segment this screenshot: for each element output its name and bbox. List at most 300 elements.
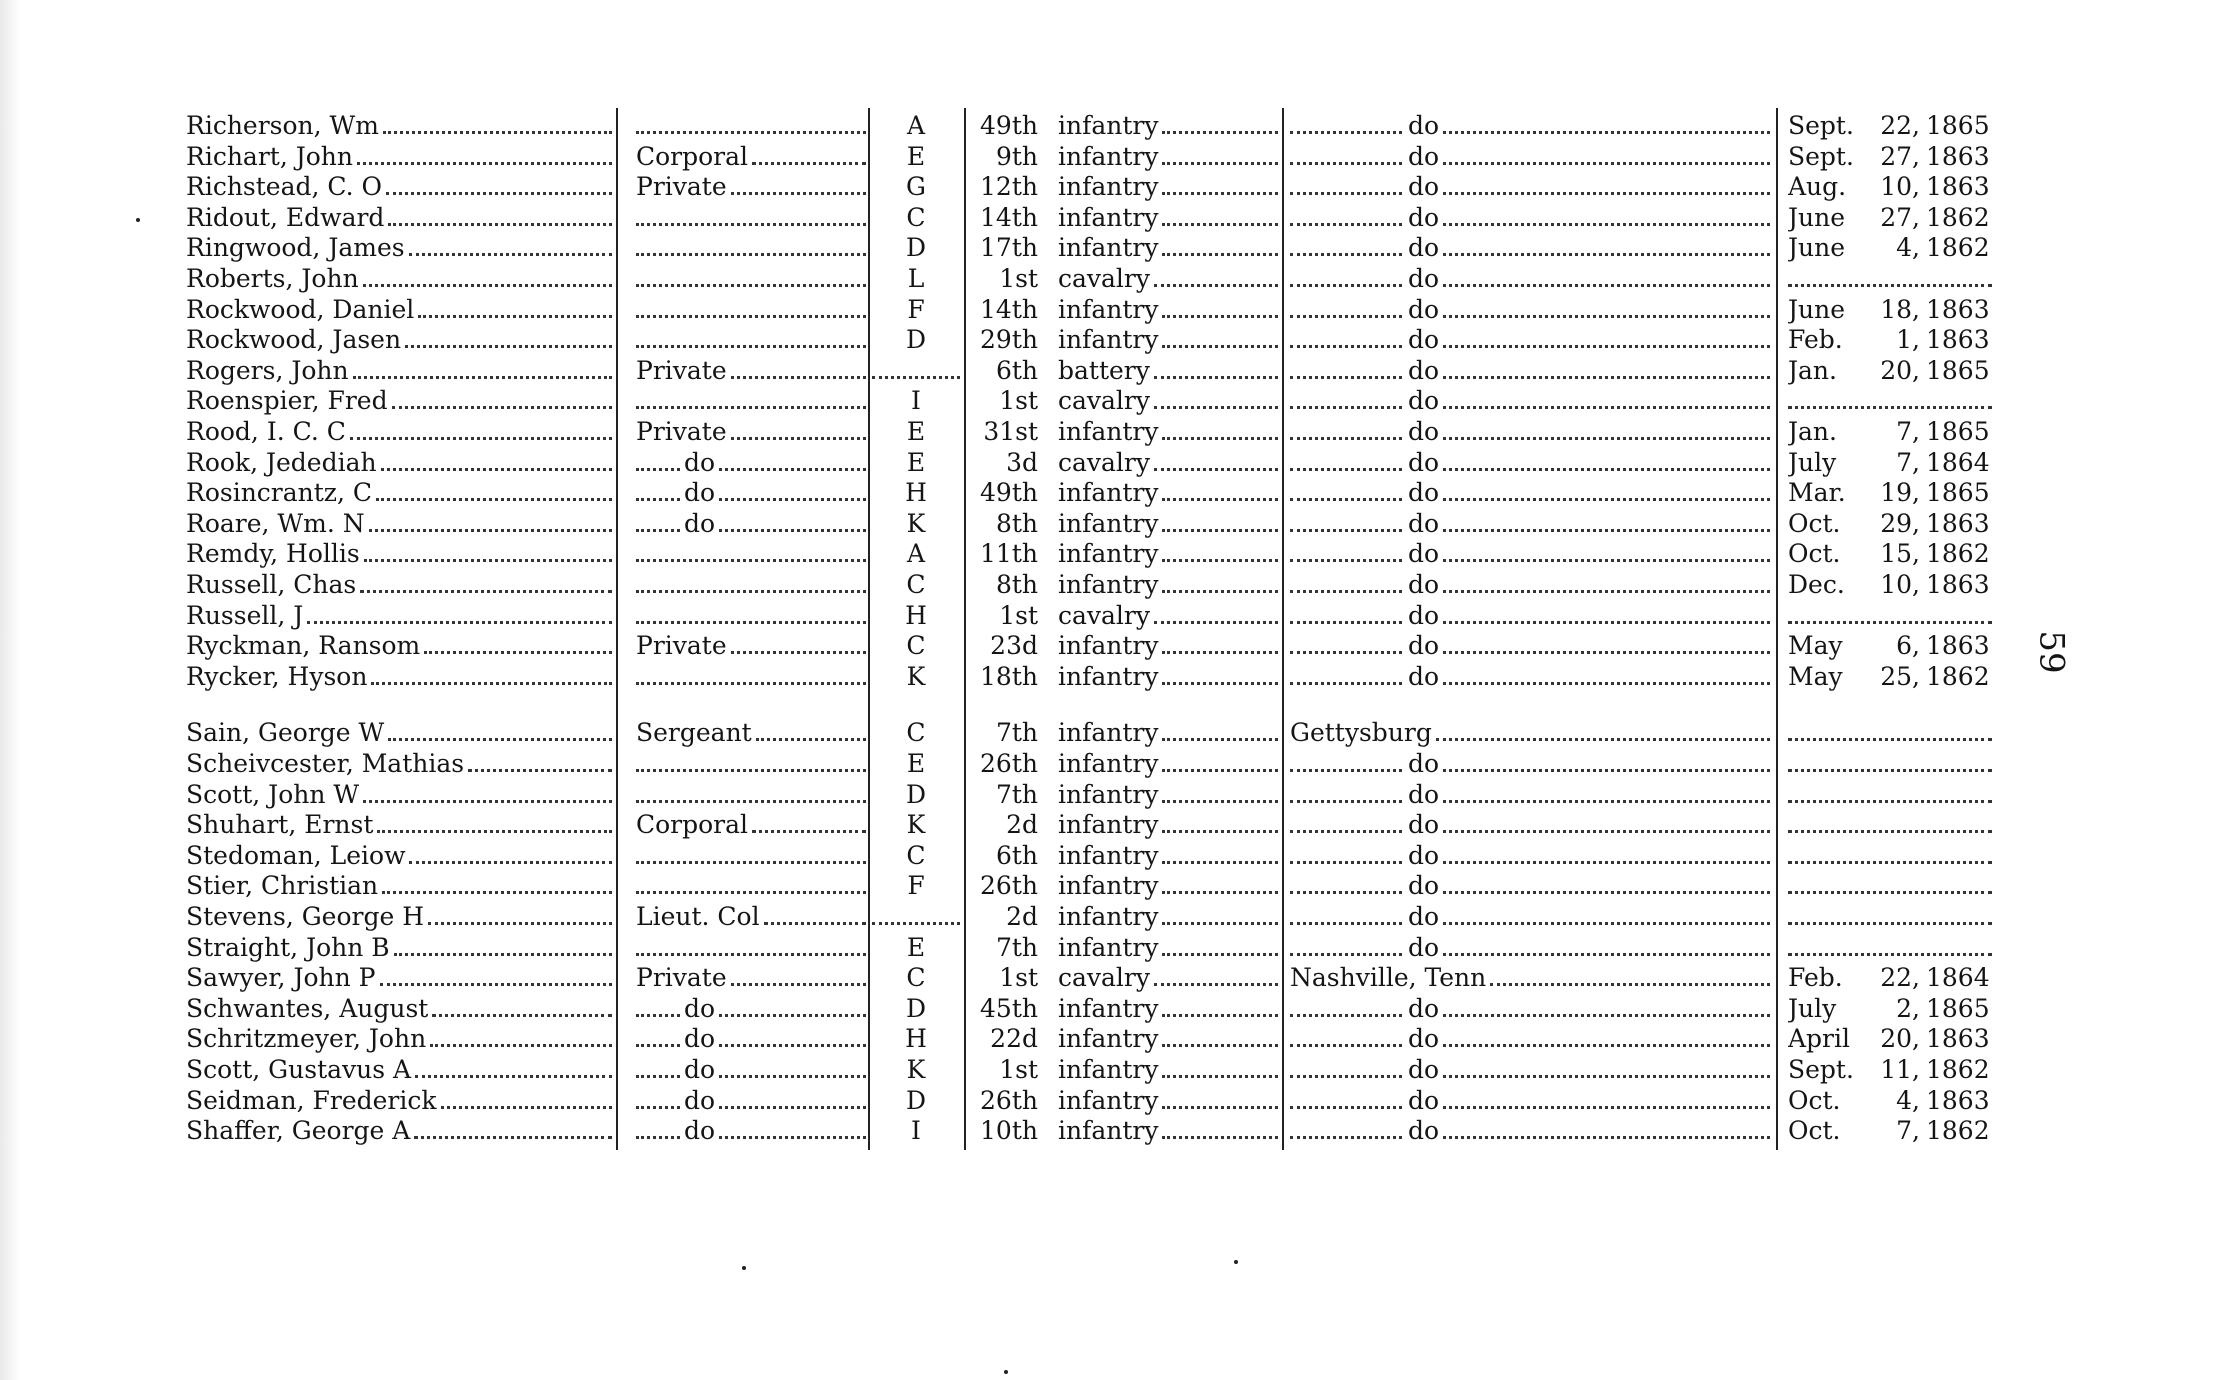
regiment-number: 12th [980, 172, 1038, 201]
date-day: 20, [1880, 1024, 1920, 1053]
place-of-burial [1290, 202, 1770, 233]
dot-leader [364, 559, 612, 562]
place-of-burial [1290, 385, 1770, 416]
soldier-name-text: Scott, Gustavus A [186, 1055, 412, 1084]
dot-leader [1290, 953, 1402, 956]
date-year: 1864 [1926, 448, 1990, 477]
place-of-burial [1290, 141, 1770, 172]
dot-leader [383, 131, 612, 134]
place-of-burial [1290, 1085, 1770, 1116]
place-of-burial-text: Nashville, Tenn [1290, 963, 1487, 992]
date-of-death [1788, 993, 1998, 1024]
date-month: June [1788, 203, 1846, 232]
place-of-burial-text: do [1408, 295, 1440, 324]
regiment-branch [1058, 870, 1278, 901]
table-row [0, 508, 2222, 539]
place-of-burial [1290, 355, 1770, 386]
soldier-name-text: Russell, J [186, 601, 304, 630]
rank-text: do [684, 1055, 716, 1084]
dot-leader [1290, 131, 1402, 134]
dot-leader [405, 345, 612, 348]
company-letter: C [906, 570, 926, 599]
dot-leader [1490, 983, 1770, 986]
soldier-name [186, 901, 612, 932]
dot-leader [353, 376, 612, 379]
rank-blank [636, 263, 866, 294]
date-day: 11, [1880, 1055, 1920, 1084]
date-year: 1865 [1926, 417, 1990, 446]
date-year: 1865 [1926, 356, 1990, 385]
soldier-name [186, 809, 612, 840]
date-day: 27, [1880, 142, 1920, 171]
regiment-branch [1058, 202, 1278, 233]
regiment-number: 7th [995, 718, 1038, 747]
dot-leader [409, 861, 612, 864]
date-of-death [1788, 962, 1998, 993]
dot-leader [1443, 922, 1770, 925]
regiment-branch [1058, 1023, 1278, 1054]
rank [636, 717, 866, 748]
date-year: 1862 [1926, 1116, 1990, 1145]
rank-text: do [684, 1086, 716, 1115]
regiment-number: 17th [980, 233, 1038, 262]
table-row [0, 569, 2222, 600]
date-of-death [1788, 1085, 1998, 1116]
dot-leader [357, 162, 612, 165]
dot-leader [1290, 830, 1402, 833]
regiment-branch-text: infantry [1058, 780, 1159, 809]
date-month: Jan. [1788, 356, 1837, 385]
soldier-name [186, 840, 612, 871]
regiment-branch-text: infantry [1058, 478, 1159, 507]
page-number: 59 [2031, 630, 2072, 674]
regiment-branch [1058, 447, 1278, 478]
dot-leader [1443, 953, 1770, 956]
dot-leader [1443, 529, 1770, 532]
date-month: Aug. [1788, 172, 1847, 201]
date-day: 18, [1880, 295, 1920, 324]
date-day: 2, [1896, 994, 1920, 1023]
dot-leader [1443, 1014, 1770, 1017]
regiment-branch-text: infantry [1058, 570, 1159, 599]
dot-leader [415, 1075, 612, 1078]
company-blank [872, 901, 960, 932]
date-month: Oct. [1788, 509, 1841, 538]
date-month: Jan. [1788, 417, 1837, 446]
dot-leader [752, 830, 866, 833]
rank [636, 993, 866, 1024]
company-letter: A [906, 539, 926, 568]
place-of-burial-text: do [1408, 994, 1440, 1023]
company-letter: F [907, 871, 925, 900]
date-blank [1788, 870, 1992, 901]
table-row [0, 141, 2222, 172]
dot-leader [636, 498, 680, 501]
dot-leader [752, 162, 866, 165]
rank-blank [636, 385, 866, 416]
table-row [0, 1023, 2222, 1054]
table-row [0, 962, 2222, 993]
dot-leader [392, 406, 612, 409]
regiment-branch [1058, 538, 1278, 569]
regiment-branch [1058, 294, 1278, 325]
dot-leader [382, 891, 612, 894]
place-of-burial [1290, 840, 1770, 871]
dot-leader [636, 1075, 680, 1078]
place-of-burial-text: do [1408, 902, 1440, 931]
date-of-death [1788, 477, 1998, 508]
rank-text: do [684, 478, 716, 507]
place-of-burial-text: do [1408, 601, 1440, 630]
regiment-branch [1058, 661, 1278, 692]
soldier-name [186, 447, 612, 478]
company-letter: I [911, 386, 921, 415]
date-day: 4, [1896, 233, 1920, 262]
regiment-branch-text: infantry [1058, 509, 1159, 538]
dot-leader [1443, 406, 1770, 409]
soldier-name-text: Roberts, John [186, 264, 359, 293]
place-of-burial-text: do [1408, 325, 1440, 354]
place-of-burial [1290, 538, 1770, 569]
table-row [0, 447, 2222, 478]
rank-text: Private [636, 631, 727, 660]
dot-leader [1443, 284, 1770, 287]
table-row [0, 932, 2222, 963]
place-of-burial [1290, 569, 1770, 600]
place-of-burial [1290, 477, 1770, 508]
date-of-death [1788, 171, 1998, 202]
company-letter: E [906, 749, 926, 778]
date-of-death [1788, 232, 1998, 263]
date-day: 7, [1896, 417, 1920, 446]
company-letter: H [905, 478, 927, 507]
date-month: Sept. [1788, 142, 1854, 171]
soldier-name-text: Seidman, Frederick [186, 1086, 437, 1115]
dot-leader [1443, 1075, 1770, 1078]
rank [636, 447, 866, 478]
date-year: 1865 [1926, 478, 1990, 507]
dot-leader [1290, 1106, 1402, 1109]
dot-leader [1290, 651, 1402, 654]
regiment-number: 7th [995, 933, 1038, 962]
rank [636, 1115, 866, 1146]
place-of-burial-text: Gettysburg [1290, 718, 1432, 747]
rank-blank [636, 600, 866, 631]
rank [636, 809, 866, 840]
soldier-name-text: Rycker, Hyson [186, 662, 368, 691]
rank-blank [636, 232, 866, 263]
table-row [0, 416, 2222, 447]
soldier-name-text: Stevens, George H [186, 902, 425, 931]
date-of-death [1788, 324, 1998, 355]
dot-leader [1443, 621, 1770, 624]
dot-leader [1290, 1014, 1402, 1017]
company-letter: E [906, 933, 926, 962]
dot-leader [1290, 162, 1402, 165]
dot-leader [1162, 1136, 1278, 1139]
rank-text: Private [636, 963, 727, 992]
regiment-branch [1058, 477, 1278, 508]
date-day: 19, [1880, 478, 1920, 507]
regiment-number: 45th [980, 994, 1038, 1023]
soldier-name-text: Remdy, Hollis [186, 539, 360, 568]
dot-leader [1162, 315, 1278, 318]
regiment-branch-text: cavalry [1058, 601, 1151, 630]
dot-leader [1290, 345, 1402, 348]
dot-leader [719, 468, 866, 471]
regiment-branch [1058, 840, 1278, 871]
dot-leader [1162, 498, 1278, 501]
date-blank [1788, 779, 1992, 810]
date-blank [1788, 809, 1992, 840]
regiment-number: 22d [990, 1024, 1038, 1053]
company-letter: D [905, 780, 927, 809]
dot-leader [1290, 621, 1402, 624]
dot-leader [731, 983, 866, 986]
regiment-branch-text: infantry [1058, 295, 1159, 324]
company-letter: D [905, 1086, 927, 1115]
dot-leader [1290, 468, 1402, 471]
company-letter: E [906, 417, 926, 446]
date-of-death [1788, 141, 1998, 172]
table-row [0, 901, 2222, 932]
regiment-branch-text: infantry [1058, 841, 1159, 870]
place-of-burial [1290, 508, 1770, 539]
dot-leader [1290, 682, 1402, 685]
regiment-branch-text: battery [1058, 356, 1150, 385]
place-of-burial-text: do [1408, 509, 1440, 538]
place-of-burial-text: do [1408, 1116, 1440, 1145]
table-row [0, 1054, 2222, 1085]
regiment-branch [1058, 324, 1278, 355]
place-of-burial [1290, 993, 1770, 1024]
company-letter: D [905, 233, 927, 262]
place-of-burial-text: do [1408, 841, 1440, 870]
place-of-burial [1290, 416, 1770, 447]
place-of-burial-text: do [1408, 749, 1440, 778]
date-blank [1788, 717, 1992, 748]
dot-leader [1162, 1106, 1278, 1109]
company-letter: C [906, 718, 926, 747]
place-of-burial-text: do [1408, 1024, 1440, 1053]
soldier-name-text: Rogers, John [186, 356, 349, 385]
dot-leader [1443, 1106, 1770, 1109]
date-month: May [1788, 662, 1843, 691]
date-day: 7, [1896, 1116, 1920, 1145]
dot-leader [1162, 559, 1278, 562]
regiment-branch [1058, 779, 1278, 810]
date-month: July [1788, 994, 1837, 1023]
dot-leader [1443, 559, 1770, 562]
place-of-burial-text: do [1408, 539, 1440, 568]
rank [636, 962, 866, 993]
place-of-burial-text: do [1408, 203, 1440, 232]
place-of-burial-text: do [1408, 662, 1440, 691]
regiment-branch [1058, 110, 1278, 141]
dot-leader [1290, 253, 1402, 256]
date-year: 1863 [1926, 295, 1990, 324]
place-of-burial-text: do [1408, 356, 1440, 385]
rank-blank [636, 324, 866, 355]
regiment-branch [1058, 1085, 1278, 1116]
place-of-burial [1290, 232, 1770, 263]
dot-leader [307, 621, 612, 624]
dot-leader [1443, 315, 1770, 318]
regiment-branch [1058, 508, 1278, 539]
date-month: Feb. [1788, 325, 1843, 354]
dot-leader [1290, 1044, 1402, 1047]
soldier-name-text: Shaffer, George A [186, 1116, 411, 1145]
rank-text: do [684, 448, 716, 477]
soldier-name [186, 324, 612, 355]
dot-leader [1443, 376, 1770, 379]
regiment-branch-text: infantry [1058, 662, 1159, 691]
dot-leader [1443, 162, 1770, 165]
regiment-branch-text: cavalry [1058, 264, 1151, 293]
rank [636, 901, 866, 932]
place-of-burial-text: do [1408, 871, 1440, 900]
dot-leader [430, 1044, 612, 1047]
rank [636, 171, 866, 202]
dot-leader [1443, 345, 1770, 348]
soldier-name-text: Rook, Jedediah [186, 448, 377, 477]
soldier-name-text: Rosincrantz, C [186, 478, 372, 507]
table-row [0, 1085, 2222, 1116]
rank-text: do [684, 1024, 716, 1053]
rank [636, 477, 866, 508]
regiment-branch-text: infantry [1058, 1055, 1159, 1084]
date-day: 22, [1880, 963, 1920, 992]
regiment-number: 8th [995, 570, 1038, 599]
date-year: 1862 [1926, 539, 1990, 568]
soldier-name-text: Richerson, Wm [186, 111, 379, 140]
table-row [0, 717, 2222, 748]
dot-leader [1290, 437, 1402, 440]
dot-leader [719, 1044, 866, 1047]
date-month: Sept. [1788, 111, 1854, 140]
regiment-branch [1058, 232, 1278, 263]
dot-leader [1443, 769, 1770, 772]
soldier-name-text: Straight, John B [186, 933, 390, 962]
place-of-burial [1290, 1115, 1770, 1146]
soldier-name-text: Rood, I. C. C [186, 417, 346, 446]
rank-text: do [684, 994, 716, 1023]
regiment-branch-text: cavalry [1058, 963, 1151, 992]
place-of-burial [1290, 870, 1770, 901]
place-of-burial [1290, 809, 1770, 840]
dot-leader [1290, 590, 1402, 593]
dot-leader [1436, 738, 1770, 741]
company-letter: K [906, 810, 926, 839]
company-letter: A [906, 111, 926, 140]
rank-text: Lieut. Col [636, 902, 760, 931]
dot-leader [1290, 284, 1402, 287]
dot-leader [380, 983, 613, 986]
place-of-burial [1290, 294, 1770, 325]
date-month: April [1788, 1024, 1850, 1053]
date-year: 1865 [1926, 994, 1990, 1023]
rank [636, 416, 866, 447]
company-letter: E [906, 448, 926, 477]
table-row [0, 232, 2222, 263]
dot-leader [1290, 1075, 1402, 1078]
rank-text: Corporal [636, 142, 749, 171]
date-month: Dec. [1788, 570, 1845, 599]
soldier-name [186, 355, 612, 386]
soldier-name-text: Schwantes, August [186, 994, 429, 1023]
soldier-name-text: Schritzmeyer, John [186, 1024, 427, 1053]
place-of-burial [1290, 263, 1770, 294]
company-letter: C [906, 631, 926, 660]
rank-blank [636, 932, 866, 963]
regiment-branch [1058, 901, 1278, 932]
place-of-burial [1290, 932, 1770, 963]
table-row [0, 870, 2222, 901]
dot-leader [1162, 769, 1278, 772]
company-letter: K [906, 509, 926, 538]
regiment-number: 8th [995, 509, 1038, 538]
regiment-number: 6th [995, 356, 1038, 385]
dot-leader [1290, 1136, 1402, 1139]
regiment-branch-text: cavalry [1058, 386, 1151, 415]
date-of-death [1788, 294, 1998, 325]
regiment-branch-text: infantry [1058, 417, 1159, 446]
date-day: 6, [1896, 631, 1920, 660]
table-row [0, 355, 2222, 386]
dot-leader [719, 1106, 866, 1109]
ink-speck [1234, 1260, 1238, 1264]
soldier-name [186, 600, 612, 631]
company-letter: D [905, 325, 927, 354]
date-of-death [1788, 355, 1998, 386]
dot-leader [1443, 1044, 1770, 1047]
dot-leader [363, 284, 612, 287]
soldier-name-text: Stier, Christian [186, 871, 379, 900]
dot-leader [1162, 590, 1278, 593]
dot-leader [1162, 437, 1278, 440]
regiment-number: 1st [999, 601, 1038, 630]
rank-blank [636, 110, 866, 141]
dot-leader [1290, 922, 1402, 925]
regiment-branch [1058, 630, 1278, 661]
dot-leader [1162, 253, 1278, 256]
dot-leader [1443, 830, 1770, 833]
regiment-branch-text: infantry [1058, 233, 1159, 262]
rank-text: Private [636, 356, 727, 385]
rank-text: Private [636, 172, 727, 201]
soldier-name-text: Russell, Chas [186, 570, 357, 599]
company-letter: K [906, 662, 926, 691]
date-year: 1863 [1926, 1024, 1990, 1053]
place-of-burial-text: do [1408, 1086, 1440, 1115]
soldier-name [186, 141, 612, 172]
place-of-burial [1290, 962, 1770, 993]
soldier-name [186, 962, 612, 993]
place-of-burial-text: do [1408, 933, 1440, 962]
date-blank [1788, 600, 1992, 631]
place-of-burial [1290, 1023, 1770, 1054]
place-of-burial-text: do [1408, 172, 1440, 201]
regiment-branch [1058, 416, 1278, 447]
dot-leader [636, 1044, 680, 1047]
date-year: 1863 [1926, 325, 1990, 354]
date-month: May [1788, 631, 1843, 660]
company-letter: K [906, 1055, 926, 1084]
regiment-number: 2d [1006, 902, 1038, 931]
regiment-branch [1058, 1115, 1278, 1146]
soldier-name [186, 202, 612, 233]
regiment-branch [1058, 141, 1278, 172]
